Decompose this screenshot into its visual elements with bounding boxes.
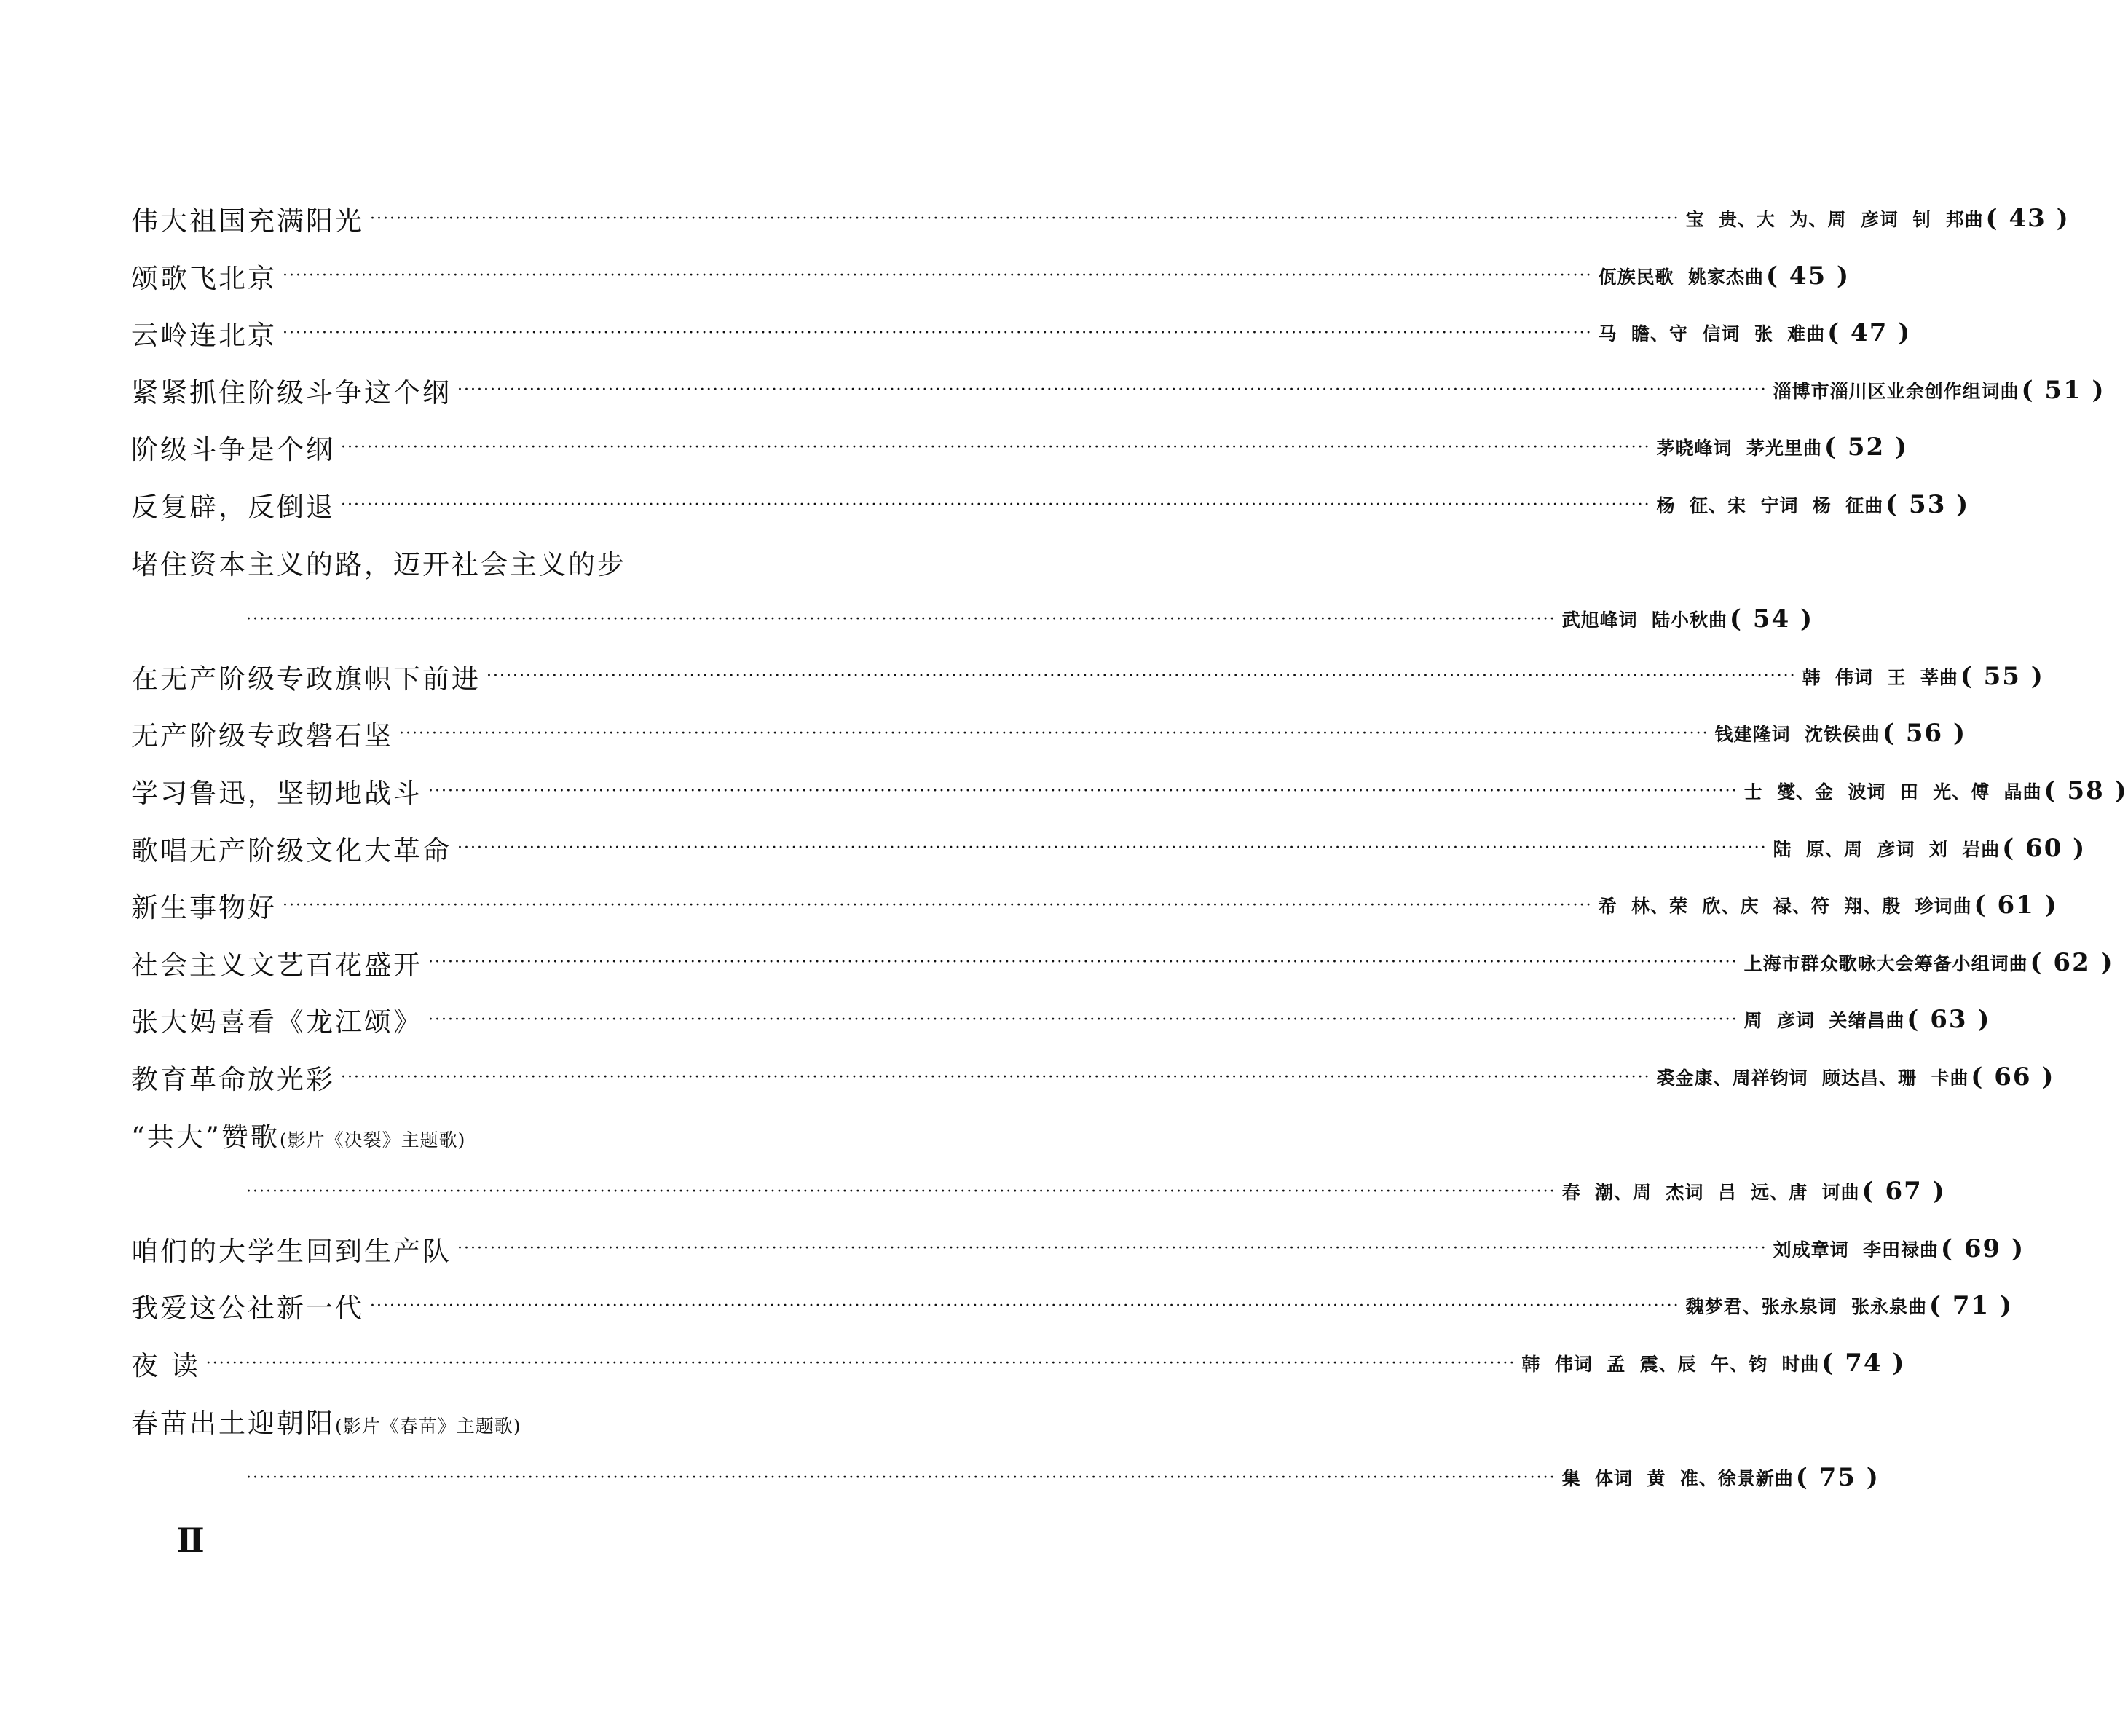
toc-entry xyxy=(131,254,1851,298)
entry-title xyxy=(131,256,277,296)
toc-entry xyxy=(131,368,2105,412)
toc-entry xyxy=(131,883,2058,927)
entry-credits: 钱建隆词 沈铁侯曲 xyxy=(1714,724,1881,746)
dot-leader: ········································································································································································································ xyxy=(246,1182,1556,1201)
entry-title-text: “共大”赞歌 xyxy=(131,1121,280,1153)
dot-leader: ········································································································································································································ xyxy=(283,323,1593,342)
dot-leader: ········································································································································································································ xyxy=(246,1468,1556,1487)
toc-entry xyxy=(131,711,1967,755)
toc-entry-continuation xyxy=(240,1169,1946,1213)
dot-leader: ········································································································································································································ xyxy=(457,1239,1768,1258)
toc-entry xyxy=(131,197,2070,240)
entry-title-text: 春苗出土迎朝阳 xyxy=(131,1407,335,1439)
entry-credits: 陆 原、周 彦词 刘 岩曲 xyxy=(1773,838,2001,860)
entry-title-text: 紧紧抓住阶级斗争这个纲 xyxy=(131,376,452,409)
toc-entry xyxy=(131,998,1991,1041)
entry-page-number: ( 43 ) xyxy=(1985,204,2070,233)
toc-entry xyxy=(131,311,1912,355)
entry-page-number: ( 61 ) xyxy=(1974,891,2058,920)
entry-title xyxy=(131,943,422,982)
entry-credits: 淄博市淄川区业余创作组词曲 xyxy=(1773,380,2019,402)
entry-title xyxy=(131,1229,452,1269)
entry-credits: 裘金康、周祥钧词 顾达昌、珊 卡曲 xyxy=(1656,1068,1969,1089)
toc-entry xyxy=(131,941,2114,985)
entry-title-text: 咱们的大学生回到生产队 xyxy=(131,1235,452,1267)
dot-leader: ········································································································································································································ xyxy=(341,495,1651,514)
page-folio: Ⅱ xyxy=(176,1520,205,1560)
toc-entry xyxy=(131,1341,1906,1385)
entry-title xyxy=(131,1115,465,1154)
toc-entry xyxy=(131,769,2128,813)
entry-credits: 上海市群众歌咏大会筹备小组词曲 xyxy=(1743,952,2028,974)
entry-page-number: ( 71 ) xyxy=(1928,1291,2014,1321)
entry-credits: 韩 伟词 王 莘曲 xyxy=(1802,666,1958,688)
toc-entry xyxy=(131,1284,2014,1327)
entry-page-number: ( 55 ) xyxy=(1960,661,2044,691)
dot-leader: ········································································································································································································ xyxy=(246,609,1556,628)
entry-credits: 魏梦君、张永泉词 张永泉曲 xyxy=(1685,1296,1928,1318)
entry-title-text: 张大妈喜看《龙江颂》 xyxy=(131,1006,422,1038)
toc-entry xyxy=(131,1113,1060,1156)
entry-title-text: 我爱这公社新一代 xyxy=(131,1293,364,1325)
entry-page-number: ( 60 ) xyxy=(2002,833,2086,863)
dot-leader: ········································································································································································································ xyxy=(428,953,1738,972)
entry-title-text: 歌唱无产阶级文化大革命 xyxy=(131,835,452,867)
toc-entry-continuation xyxy=(240,597,1814,641)
entry-credits: 士 燮、金 波词 田 光、傅 晶曲 xyxy=(1743,781,2042,802)
entry-credits: 马 瞻、守 信词 张 难曲 xyxy=(1598,323,1826,345)
entry-title xyxy=(131,199,364,238)
toc-entry xyxy=(131,1227,2025,1271)
toc-entry-continuation xyxy=(240,1456,1880,1499)
entry-title xyxy=(131,657,481,696)
entry-title xyxy=(131,1344,200,1383)
entry-page-number: ( 51 ) xyxy=(2021,375,2105,405)
entry-credits: 集 体词 黄 准、徐景新曲 xyxy=(1561,1468,1794,1490)
entry-credits: 佤族民歌 姚家杰曲 xyxy=(1598,266,1765,288)
entry-title-text: 社会主义文艺百花盛开 xyxy=(131,949,422,981)
dot-leader: ········································································································································································································ xyxy=(457,381,1768,400)
toc-entry xyxy=(131,425,1909,469)
entry-title-text: 学习鲁迅，坚韧地战斗 xyxy=(131,778,422,809)
entry-page-number: ( 54 ) xyxy=(1729,604,1814,634)
entry-title-text: 在无产阶级专政旗帜下前进 xyxy=(131,663,481,695)
toc-entry xyxy=(131,655,2044,698)
entry-title xyxy=(131,771,422,810)
dot-leader: ········································································································································································································ xyxy=(399,724,1709,743)
entry-title xyxy=(131,1000,422,1039)
entry-title xyxy=(131,485,335,524)
dot-leader: ········································································································································································································ xyxy=(341,1068,1651,1086)
entry-page-number: ( 53 ) xyxy=(1885,490,1970,519)
entry-title-text: 无产阶级专政磐石坚 xyxy=(131,720,393,752)
entry-title-text: 新生事物好 xyxy=(131,892,277,924)
entry-title-text: 夜 读 xyxy=(131,1350,200,1381)
entry-title-text: 堵住资本主义的路，迈开社会主义的步 xyxy=(131,548,626,580)
entry-title xyxy=(131,1286,364,1325)
entry-title xyxy=(131,829,452,868)
toc-entry xyxy=(131,1055,2055,1099)
toc-entry xyxy=(131,826,2086,870)
dot-leader: ········································································································································································································ xyxy=(486,667,1797,686)
toc-entry xyxy=(131,483,1970,526)
dot-leader: ········································································································································································································ xyxy=(457,839,1768,858)
entry-credits: 周 彦词 关绪昌曲 xyxy=(1743,1010,1905,1032)
entry-title xyxy=(131,371,452,410)
entry-page-number: ( 47 ) xyxy=(1827,318,1912,348)
dot-leader: ········································································································································································································ xyxy=(428,781,1738,800)
entry-title-text: 反复辟，反倒退 xyxy=(131,492,335,523)
entry-title-text: 阶级斗争是个纲 xyxy=(131,434,335,466)
toc-entry xyxy=(131,1399,1060,1443)
dot-leader: ········································································································································································································ xyxy=(370,209,1680,228)
entry-title xyxy=(131,714,393,753)
entry-page-number: ( 75 ) xyxy=(1795,1463,1880,1493)
entry-credits: 刘成章词 李田禄曲 xyxy=(1773,1239,1939,1260)
entry-title xyxy=(131,1401,521,1440)
entry-page-number: ( 58 ) xyxy=(2044,776,2128,805)
entry-title-text: 颂歌飞北京 xyxy=(131,262,277,294)
entry-page-number: ( 63 ) xyxy=(1907,1005,1991,1035)
entry-title-text: 云岭连北京 xyxy=(131,320,277,352)
entry-title xyxy=(131,313,277,352)
entry-credits: 韩 伟词 孟 震、辰 午、钧 时曲 xyxy=(1521,1354,1820,1375)
dot-leader: ········································································································································································································ xyxy=(341,438,1651,457)
entry-page-number: ( 62 ) xyxy=(2030,947,2114,977)
entry-credits: 杨 征、宋 宁词 杨 征曲 xyxy=(1656,495,1884,516)
entry-credits: 武旭峰词 陆小秋曲 xyxy=(1561,609,1728,631)
entry-title xyxy=(131,427,335,467)
entry-page-number: ( 66 ) xyxy=(1971,1062,2055,1092)
dot-leader: ········································································································································································································ xyxy=(283,896,1593,915)
entry-title xyxy=(131,1057,335,1097)
entry-title-text: 教育革命放光彩 xyxy=(131,1064,335,1095)
entry-title xyxy=(131,542,626,582)
entry-credits: 春 潮、周 杰词 吕 远、唐 诃曲 xyxy=(1561,1182,1860,1204)
entry-subtitle: (影片《决裂》主题歌) xyxy=(279,1129,466,1151)
entry-page-number: ( 56 ) xyxy=(1882,719,1967,749)
toc-entry xyxy=(131,540,1060,584)
entry-credits: 宝 贵、大 为、周 彦词 钊 邦曲 xyxy=(1685,209,1984,230)
entry-credits: 茅晓峰词 茅光里曲 xyxy=(1656,438,1823,459)
entry-page-number: ( 67 ) xyxy=(1861,1177,1946,1207)
entry-page-number: ( 45 ) xyxy=(1765,261,1851,291)
entry-subtitle: (影片《春苗》主题歌) xyxy=(335,1415,521,1437)
entry-credits: 希 林、荣 欣、庆 禄、符 翔、殷 珍词曲 xyxy=(1598,896,1972,918)
dot-leader: ········································································································································································································ xyxy=(370,1296,1680,1315)
entry-page-number: ( 52 ) xyxy=(1824,433,1909,462)
entry-title xyxy=(131,885,277,925)
dot-leader: ········································································································································································································ xyxy=(428,1010,1738,1029)
entry-page-number: ( 69 ) xyxy=(1940,1234,2025,1263)
entry-title-text: 伟大祖国充满阳光 xyxy=(131,205,364,237)
entry-page-number: ( 74 ) xyxy=(1821,1349,1906,1378)
dot-leader: ········································································································································································································ xyxy=(283,267,1593,285)
dot-leader: ········································································································································································································ xyxy=(205,1354,1516,1373)
